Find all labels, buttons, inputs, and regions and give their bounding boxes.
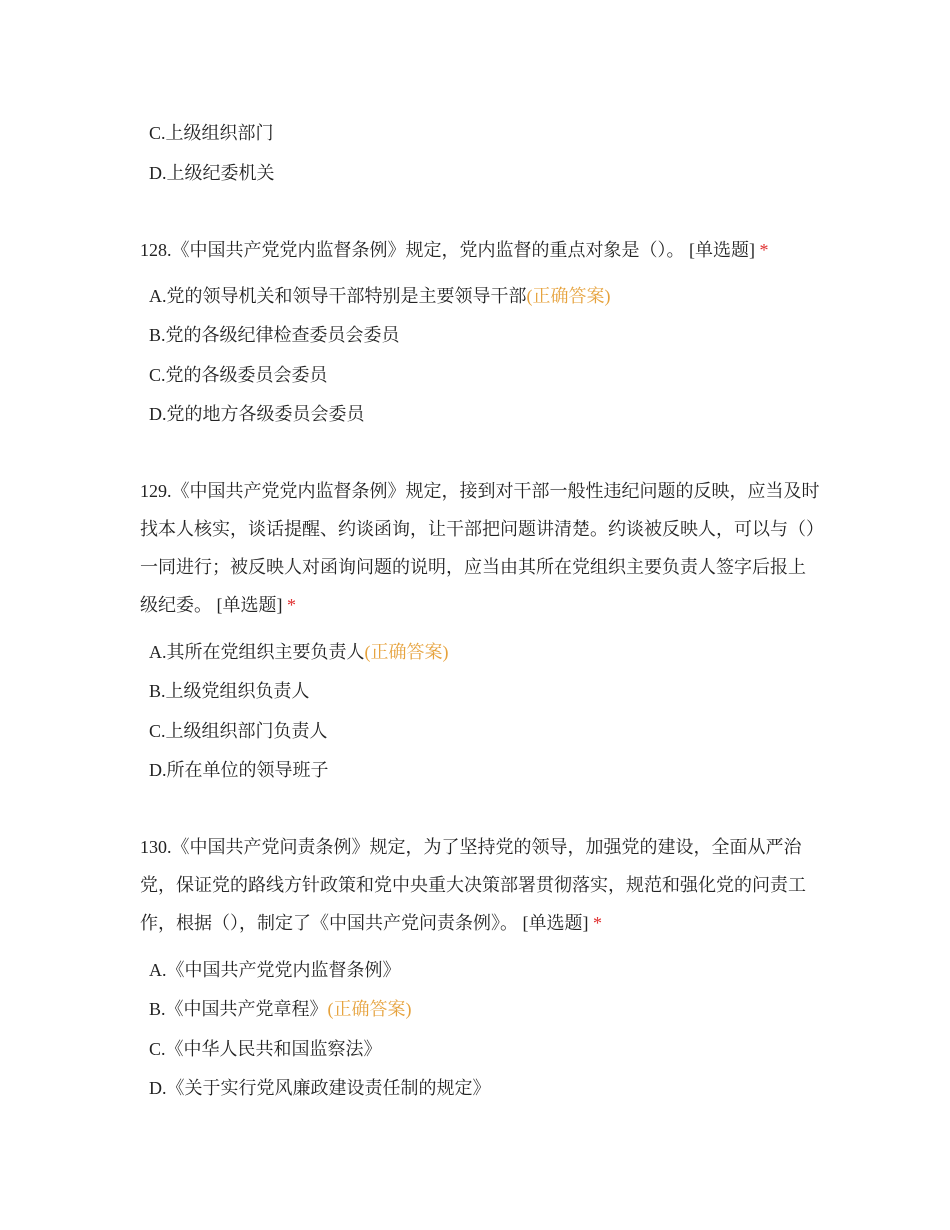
option-label: D.党的地方各级委员会委员 — [149, 404, 365, 424]
q128-option-c — [149, 363, 328, 387]
question-text: 129.《中国共产党党内监督条例》规定，接到对干部一般性违纪问题的反映，应当及时找本人核实，谈话提醒、约谈函询，让干部把问题讲清楚。约谈被反映人，可以与（）一同进行；被反映人对函询问题的说明，应当由其所在党组织主要负责人签字后报上级纪委。 — [140, 481, 820, 615]
question-text: 128.《中国共产党党内监督条例》规定，党内监督的重点对象是（）。 — [140, 240, 685, 260]
option-label: D.上级纪委机关 — [149, 163, 275, 183]
correct-answer-tag: (正确答案) — [526, 286, 611, 306]
option-label: C.党的各级委员会委员 — [149, 365, 328, 385]
question-text: 130.《中国共产党问责条例》规定，为了坚持党的领导，加强党的建设，全面从严治党，保证党的路线方针政策和党中央重大决策部署贯彻落实，规范和强化党的问责工作，根据（），制定了《中国共产党问责条例》。 — [140, 837, 806, 933]
option-label: C.《中华人民共和国监察法》 — [149, 1039, 382, 1059]
q128-option-a — [149, 284, 611, 308]
option-label: A.其所在党组织主要负责人 — [149, 642, 365, 662]
option-label: B.《中国共产党章程》 — [149, 999, 328, 1019]
q130-option-a — [149, 958, 401, 982]
question-128 — [140, 231, 820, 269]
option-label: C.上级组织部门负责人 — [149, 721, 328, 741]
question-type: [单选题] — [689, 240, 755, 260]
prev-option-c — [149, 121, 274, 145]
option-label: B.上级党组织负责人 — [149, 681, 310, 701]
option-label: A.党的领导机关和领导干部特别是主要领导干部 — [149, 286, 527, 306]
option-label: C.上级组织部门 — [149, 123, 274, 143]
q128-option-b — [149, 323, 400, 347]
q129-option-b — [149, 679, 310, 703]
q129-option-c — [149, 719, 328, 743]
q129-option-d — [149, 758, 329, 782]
correct-answer-tag: (正确答案) — [327, 999, 412, 1019]
required-star: * — [759, 240, 769, 260]
option-label: D.《关于实行党风廉政建设责任制的规定》 — [149, 1078, 491, 1098]
option-label: A.《中国共产党党内监督条例》 — [149, 960, 401, 980]
prev-option-d — [149, 161, 275, 185]
question-type: [单选题] — [522, 913, 589, 933]
question-type: [单选题] — [216, 595, 283, 615]
option-label: B.党的各级纪律检查委员会委员 — [149, 325, 400, 345]
correct-answer-tag: (正确答案) — [364, 642, 449, 662]
q130-option-d — [149, 1076, 491, 1100]
required-star: * — [593, 913, 602, 933]
q130-option-c — [149, 1037, 382, 1061]
q130-option-b — [149, 997, 412, 1021]
question-129 — [140, 472, 820, 624]
q129-option-a — [149, 640, 449, 664]
q128-option-d — [149, 402, 365, 426]
question-130 — [140, 828, 820, 942]
option-label: D.所在单位的领导班子 — [149, 760, 329, 780]
required-star: * — [287, 595, 296, 615]
